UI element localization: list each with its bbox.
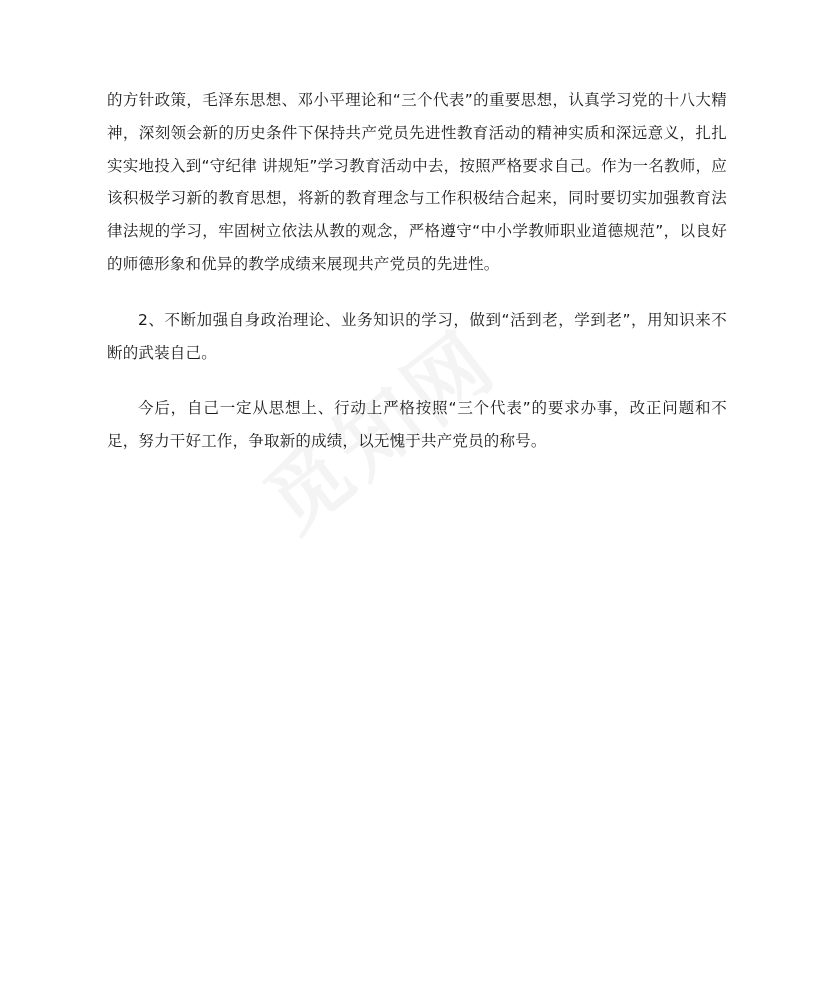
paragraph-conclusion: 今后，自己一定从思想上、行动上严格按照“三个代表”的要求办事，改正问题和不足，努力干好工作，争取新的成绩，以无愧于共产党员的称号。 (107, 399, 727, 451)
paragraph-gap (107, 281, 727, 304)
paragraph-item-2: 2、不断加强自身政治理论、业务知识的学习，做到“活到老，学到老”，用知识来不断的武装自己。 (107, 310, 727, 362)
paragraph-continued: 的方针政策，毛泽东思想、邓小平理论和“三个代表”的重要思想，认真学习党的十八大精神，深刻领会新的历史条件下保持共产党员先进性教育活动的精神实质和深远意义，扎扎实实地投入到“守纪律 讲规矩”学习教育活动中去，按照严格要求自己。作为一名教师，应该积极学习新的教育思想，将新的教育理念与工作积极结合起来，同时要切实加强教育法律法规的学习，牢固树立依法从教的观念，严格遵守“中小学教师职业道德规范”，以良好的师德形象和优异的教学成绩来展现共产党员的先进性。 (107, 91, 727, 273)
paragraph-gap (107, 369, 727, 392)
document-body (107, 84, 727, 458)
